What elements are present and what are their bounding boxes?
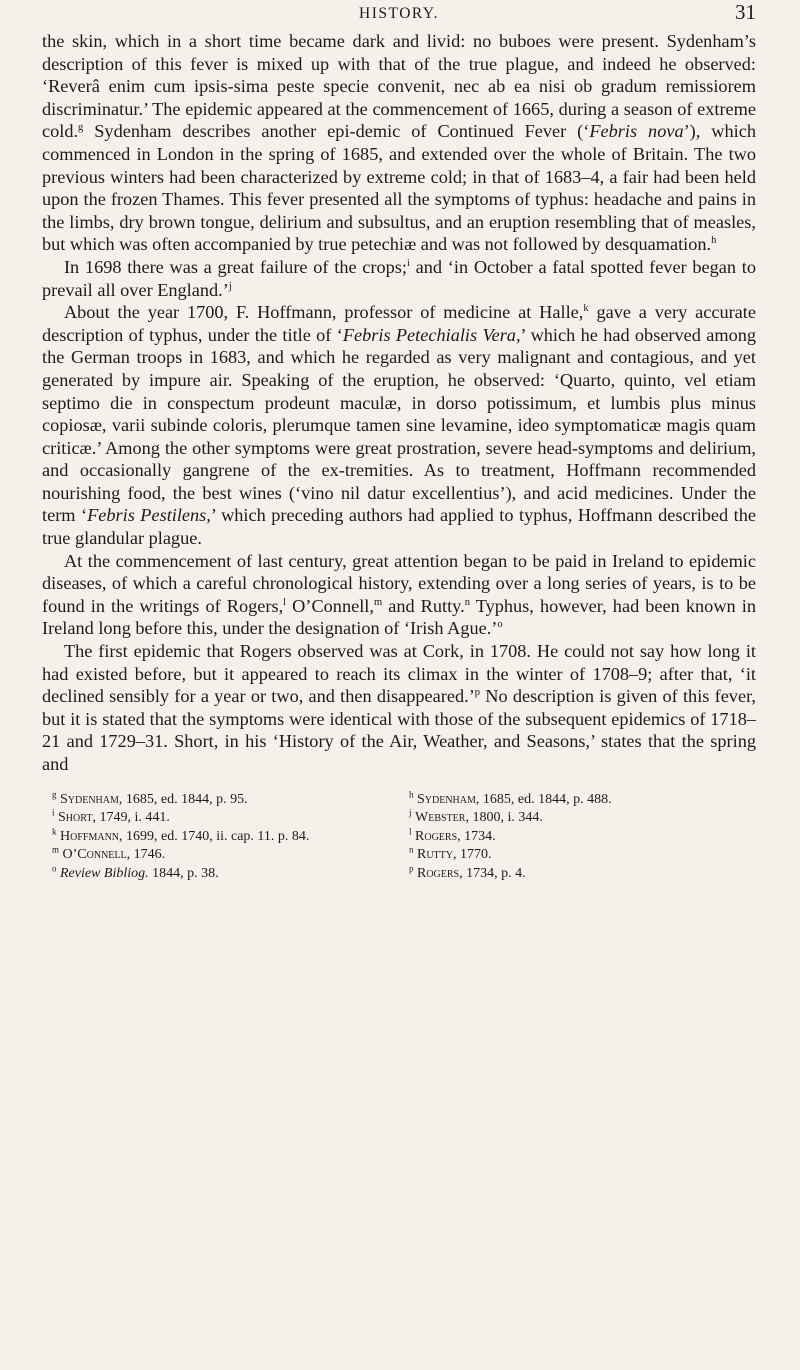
footnote-author: Hoffmann	[60, 828, 120, 844]
text-run: O’Connell,	[286, 595, 374, 616]
footnote-marker: o	[497, 619, 503, 631]
body-text	[42, 30, 756, 776]
footnote-author: Sydenham	[417, 791, 476, 807]
italic-text: Febris Pestilens,	[87, 505, 211, 526]
footnote	[52, 844, 399, 864]
footnote-marker: l	[283, 596, 287, 608]
text-run: About the year 1700, F. Hoffmann, professor of medicine at Halle,	[63, 302, 584, 323]
footnote-citation: , 1734.	[457, 828, 496, 844]
text-run: Sydenham describes another epi-demic of Continued Fever (‘	[83, 121, 590, 142]
text-run: gave a very accurate description of typhus, under the title of ‘	[42, 302, 756, 345]
italic-text: Febris nova	[589, 121, 684, 142]
footnote-author: Rutty	[417, 847, 453, 863]
footnote-title: Review Bibliog.	[60, 865, 149, 881]
footnote-author: O’Connell	[62, 847, 127, 863]
footnote-author: Sydenham	[60, 791, 119, 807]
footnote-citation: , 1734, p. 4.	[459, 865, 526, 881]
footnote-citation: , 1800, i. 344.	[465, 810, 543, 826]
text-run: the skin, which in a short time became dark and livid: no buboes were present. Sydenham’s description of this fever is mixed up with that of the true plague, and indeed he observed: ‘Reverâ enim cum ipsis-sima peste specie convenit, nec ab ea nisi ob gradum remissiorem discriminatur.’ The epidemic appeared at the commencement of 1665, during a season of extreme cold.	[42, 31, 756, 142]
footnote	[409, 862, 756, 883]
italic-text: Febris Petechialis Vera,	[342, 324, 521, 345]
footnote-mark: h	[409, 788, 414, 799]
footnote	[52, 825, 399, 846]
footnote-citation: 1844, p. 38.	[148, 865, 219, 881]
paragraph	[42, 640, 756, 776]
text-run: The first epidemic that Rogers observed was at Cork, in 1708. He could not say how long it had existed before, but it appeared to reach its climax in the winter of 1708–9; after that, ‘it declined sensibly for a year or two, and then disappeared.’	[42, 641, 756, 707]
footnote-marker: n	[464, 596, 470, 608]
paragraph	[42, 550, 756, 640]
footnote	[52, 807, 399, 827]
footnote-marker: h	[711, 235, 717, 247]
footnote-mark: i	[52, 807, 55, 818]
footnote-author: Short	[58, 810, 93, 826]
footnote-mark: o	[52, 862, 57, 873]
footnote-mark: g	[52, 788, 57, 799]
text-run: ’ which he had observed among the German troops in 1683, and which he regarded as very malignant and contagious, and yet generated by impure air. Speaking of the eruption, he observed: ‘Quarto, quinto, vel etiam septimo die in conspectum prodeunt maculæ, in dorso potissimum, et lumbis plus minus copiosæ, varii subinde coloris, plerumque tamen sine levamine, ideo symptomaticæ magis quam criticæ.’ Among the other symptoms were great prostration, severe head-symptoms and delirium, and occasionally gangrene of the ex-tremities. As to treatment, Hoffmann recommended nourishing food, the best wines (‘vino nil datur excellentius’), and acid medicines. Under the term ‘	[42, 324, 756, 526]
text-run: ’ which preceding authors had applied to typhus, Hoffmann described the true glandular plague.	[42, 505, 756, 549]
paragraph	[42, 30, 756, 256]
footnote-mark: j	[409, 807, 412, 818]
text-run: In 1698 there was a great failure of the crops;	[63, 256, 407, 277]
footnote-author: Rogers	[415, 828, 458, 844]
footnote	[52, 862, 399, 883]
footnote-author: Webster	[415, 810, 466, 826]
running-head: HISTORY.	[359, 5, 439, 22]
footnote	[409, 825, 756, 846]
footnote	[52, 788, 399, 809]
page-header	[42, 0, 756, 30]
footnote	[409, 807, 756, 827]
text-run: Typhus, however, had been known in Ireland long before this, under the designation of ‘Irish Ague.’	[42, 595, 756, 639]
footnote-marker: g	[78, 122, 84, 134]
footnote-mark: p	[409, 862, 414, 873]
text-run: ’), which commenced in London in the spring of 1685, and extended over the whole of Britain. The two previous winters had been characterized by extreme cold; in that of 1683–4, a fair had been held upon the frozen Thames. This fever presented all the symptoms of typhus: headache and pains in the limbs, dry brown tongue, delirium and subsultus, and an eruption resembling that of measles, but which was often accompanied by true petechiæ and was not followed by desquamation.	[42, 121, 756, 255]
paragraph	[42, 301, 756, 550]
footnote-marker: j	[228, 280, 232, 292]
footnote-citation: , 1699, ed. 1740, ii. cap. 11. p. 84.	[119, 828, 310, 844]
text-run: and ‘in October a fatal spotted fever began to prevail all over England.’	[42, 256, 757, 300]
footnote-author: Rogers	[417, 865, 460, 881]
footnote-mark: n	[409, 844, 414, 855]
footnote-mark: l	[409, 825, 412, 836]
footnote-marker: m	[373, 596, 383, 608]
footnote-marker: p	[474, 687, 481, 699]
footnote-mark: k	[52, 825, 57, 836]
footnote-citation: , 1685, ed. 1844, p. 95.	[118, 791, 248, 807]
footnote	[409, 844, 756, 864]
text-run: No description is given of this fever, but it is stated that the symptoms were identical with those of the subsequent epidemics of 1718–21 and 1729–31. Short, in his ‘History of the Air, Weather, and Seasons,’ states that the spring and	[42, 686, 756, 774]
text-run: and Rutty.	[382, 595, 465, 616]
page-number: 31	[735, 0, 756, 24]
footnote-mark: m	[52, 844, 60, 855]
footnote	[409, 788, 756, 809]
footnote-citation: , 1685, ed. 1844, p. 488.	[475, 791, 612, 807]
text-run: At the commencement of last century, great attention began to be paid in Ireland to epidemic diseases, of which a careful chronological history, extending over a long series of years, is to be found in the writings of Rogers,	[42, 550, 756, 616]
footnote-citation: , 1749, i. 441.	[92, 810, 170, 826]
paragraph	[42, 256, 756, 301]
footnotes	[42, 788, 756, 883]
footnote-citation: , 1770.	[453, 847, 492, 863]
footnote-marker: i	[407, 257, 410, 269]
footnote-marker: k	[583, 303, 589, 315]
footnote-citation: , 1746.	[126, 847, 166, 863]
